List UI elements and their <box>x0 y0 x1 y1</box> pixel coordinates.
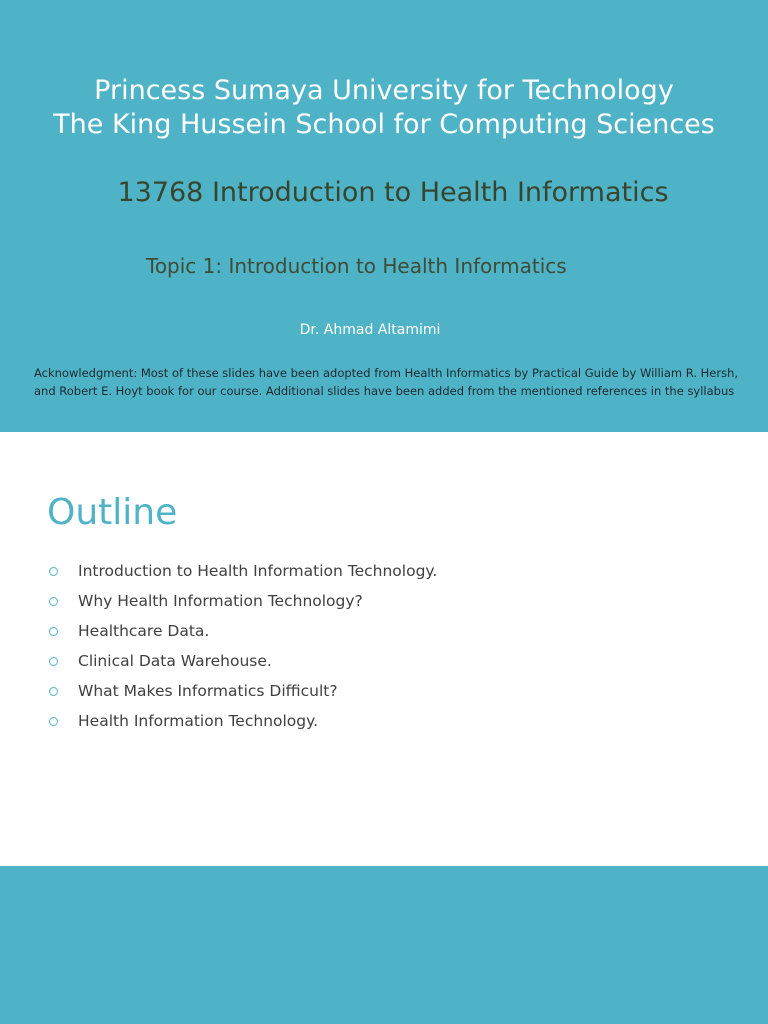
list-item <box>47 616 437 646</box>
circle-bullet-icon <box>49 657 58 666</box>
circle-bullet-icon <box>49 687 58 696</box>
outline-slide <box>0 432 768 866</box>
course-title: 13768 Introduction to Health Informatics <box>117 177 669 208</box>
list-item <box>47 646 437 676</box>
circle-bullet-icon <box>49 627 58 636</box>
outline-title: Outline <box>47 492 178 533</box>
list-item <box>47 676 437 706</box>
circle-bullet-icon <box>49 567 58 576</box>
outline-list <box>47 556 437 736</box>
title-slide <box>0 0 768 432</box>
list-item-text: Health Information Technology. <box>78 712 319 730</box>
list-item-text: Healthcare Data. <box>78 622 210 640</box>
list-item-text: Introduction to Health Information Technology. <box>78 562 438 580</box>
circle-bullet-icon <box>49 717 58 726</box>
list-item-text: Why Health Information Technology? <box>78 592 363 610</box>
list-item <box>47 556 437 586</box>
list-item-text: What Makes Informatics Difficult? <box>78 682 338 700</box>
author-name: Dr. Ahmad Altamimi <box>299 322 441 338</box>
topic-title: Topic 1: Introduction to Health Informatics <box>146 254 567 278</box>
list-item <box>47 586 437 616</box>
circle-bullet-icon <box>49 597 58 606</box>
next-slide-preview <box>0 866 768 1024</box>
school-name: The King Hussein School for Computing Sciences <box>53 109 715 140</box>
list-item <box>47 706 437 736</box>
list-item-text: Clinical Data Warehouse. <box>78 652 272 670</box>
university-name: Princess Sumaya University for Technology <box>94 75 674 106</box>
acknowledgment-text: Acknowledgment: Most of these slides have been adopted from Health Informatics by Practical Guide by William R. Hersh, and Robert E. Hoyt book for our course. Additional slides have been added from the mentioned references in the syllabus <box>34 366 739 398</box>
